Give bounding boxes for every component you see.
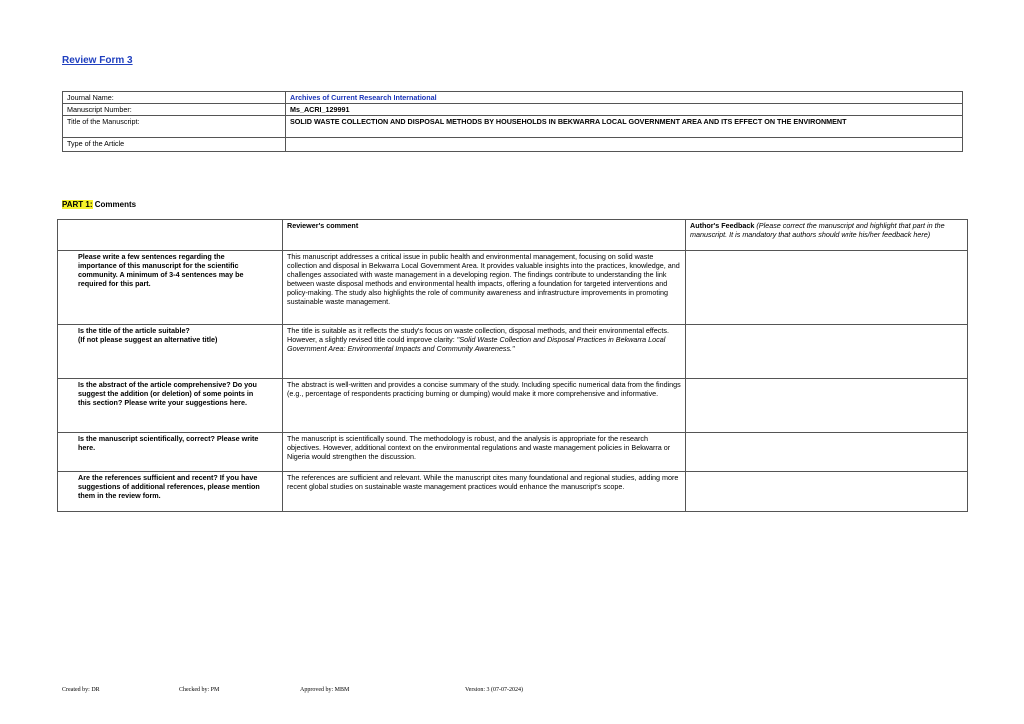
question-cell: Is the abstract of the article comprehensive? Do you suggest the addition (or deletion) of some points in this section? Please write your suggestions here. xyxy=(58,379,283,433)
table-row xyxy=(58,433,968,472)
journal-value: Archives of Current Research International xyxy=(286,92,963,104)
comments-header-row xyxy=(58,220,968,251)
reviewer-comment-italic: "Solid Waste Collection and Disposal Practices in Bekwarra Local Government Area: Environmental Impacts and Community Awareness." xyxy=(287,335,666,353)
reviewer-comment-text: The references are sufficient and relevant. While the manuscript cites many foundational and regional studies, adding more recent global studies on sustainable waste management practices would enhance the manuscript's scope. xyxy=(287,473,679,491)
footer-checked-by: Checked by: PM xyxy=(179,687,220,693)
part-heading xyxy=(62,200,136,209)
part-number: PART 1: xyxy=(62,200,93,209)
question-header-cell xyxy=(58,220,283,251)
question-cell: Is the title of the article suitable? (If not please suggest an alternative title) xyxy=(58,325,283,379)
manuscript-number-value: Ms_ACRI_129991 xyxy=(286,104,963,116)
reviewer-comment-text: This manuscript addresses a critical issue in public health and environmental management, focusing on solid waste collection and disposal in Bekwarra Local Government Area. It provides valuable insights into the practices, knowledge, and challenges associated with waste management in a developing region. The findings contribute to understanding the link between waste disposal methods and environmental health impacts, offering a foundation for targeted interventions and policy-making. The study also highlights the role of community awareness and infrastructure improvements in promoting sustainable waste management. xyxy=(287,252,680,306)
footer-version: Version: 3 (07-07-2024) xyxy=(465,687,523,693)
reviewer-comment-header: Reviewer's comment xyxy=(283,220,686,251)
article-type-value xyxy=(286,138,963,152)
question-cell: Are the references sufficient and recent? If you have suggestions of additional references, please mention them in the review form. xyxy=(58,472,283,512)
reviewer-comment-text: The abstract is well-written and provides a concise summary of the study. Including specific numerical data from the findings (e.g., percentage of respondents practicing burning or dumping) would make it more comprehensive and informative. xyxy=(287,380,681,398)
reviewer-comment-cell xyxy=(283,472,686,512)
author-feedback-cell[interactable] xyxy=(686,325,968,379)
manuscript-title-label: Title of the Manuscript: xyxy=(63,116,286,138)
article-type-label: Type of the Article xyxy=(63,138,286,152)
reviewer-comment-cell xyxy=(283,325,686,379)
author-feedback-header xyxy=(686,220,968,251)
footer-approved-by: Approved by: MBM xyxy=(300,687,350,693)
reviewer-comment-text: The manuscript is scientifically sound. The methodology is robust, and the analysis is appropriate for the research objectives. However, additional context on the environmental regulations and waste management policies in Bekwarra or Nigeria would strengthen the discussion. xyxy=(287,434,671,461)
manuscript-title-value: SOLID WASTE COLLECTION AND DISPOSAL METHODS BY HOUSEHOLDS IN BEKWARRA LOCAL GOVERNMENT AREA AND ITS EFFECT ON THE ENVIRONMENT xyxy=(286,116,963,138)
part-label: Comments xyxy=(92,200,137,209)
reviewer-comment-cell xyxy=(283,433,686,472)
author-feedback-cell[interactable] xyxy=(686,472,968,512)
author-feedback-cell[interactable] xyxy=(686,433,968,472)
author-feedback-cell[interactable] xyxy=(686,379,968,433)
table-row xyxy=(58,325,968,379)
manuscript-info-table xyxy=(62,91,963,152)
author-feedback-note: (Please correct the manuscript and highlight that part in the manuscript. It is mandatory that authors should write his/her feedback here) xyxy=(690,221,945,239)
question-cell: Please write a few sentences regarding the importance of this manuscript for the scientific community. A minimum of 3-4 sentences may be required for this part. xyxy=(58,251,283,325)
author-feedback-cell[interactable] xyxy=(686,251,968,325)
footer-created-by: Created by: DR xyxy=(62,687,100,693)
author-feedback-title: Author's Feedback xyxy=(690,221,755,230)
journal-row xyxy=(63,92,963,104)
journal-label: Journal Name: xyxy=(63,92,286,104)
reviewer-comment-cell xyxy=(283,379,686,433)
form-title: Review Form 3 xyxy=(62,55,133,66)
article-type-row xyxy=(63,138,963,152)
table-row xyxy=(58,472,968,512)
table-row xyxy=(58,379,968,433)
table-row xyxy=(58,251,968,325)
comments-table xyxy=(57,219,968,512)
manuscript-title-row xyxy=(63,116,963,138)
manuscript-number-label: Manuscript Number: xyxy=(63,104,286,116)
question-cell: Is the manuscript scientifically, correct? Please write here. xyxy=(58,433,283,472)
reviewer-comment-text: The title is suitable as it reflects the study's focus on waste collection, disposal methods, and their environmental effects. However, a slightly revised title could improve clarity: xyxy=(287,326,669,344)
reviewer-comment-cell xyxy=(283,251,686,325)
manuscript-number-row xyxy=(63,104,963,116)
